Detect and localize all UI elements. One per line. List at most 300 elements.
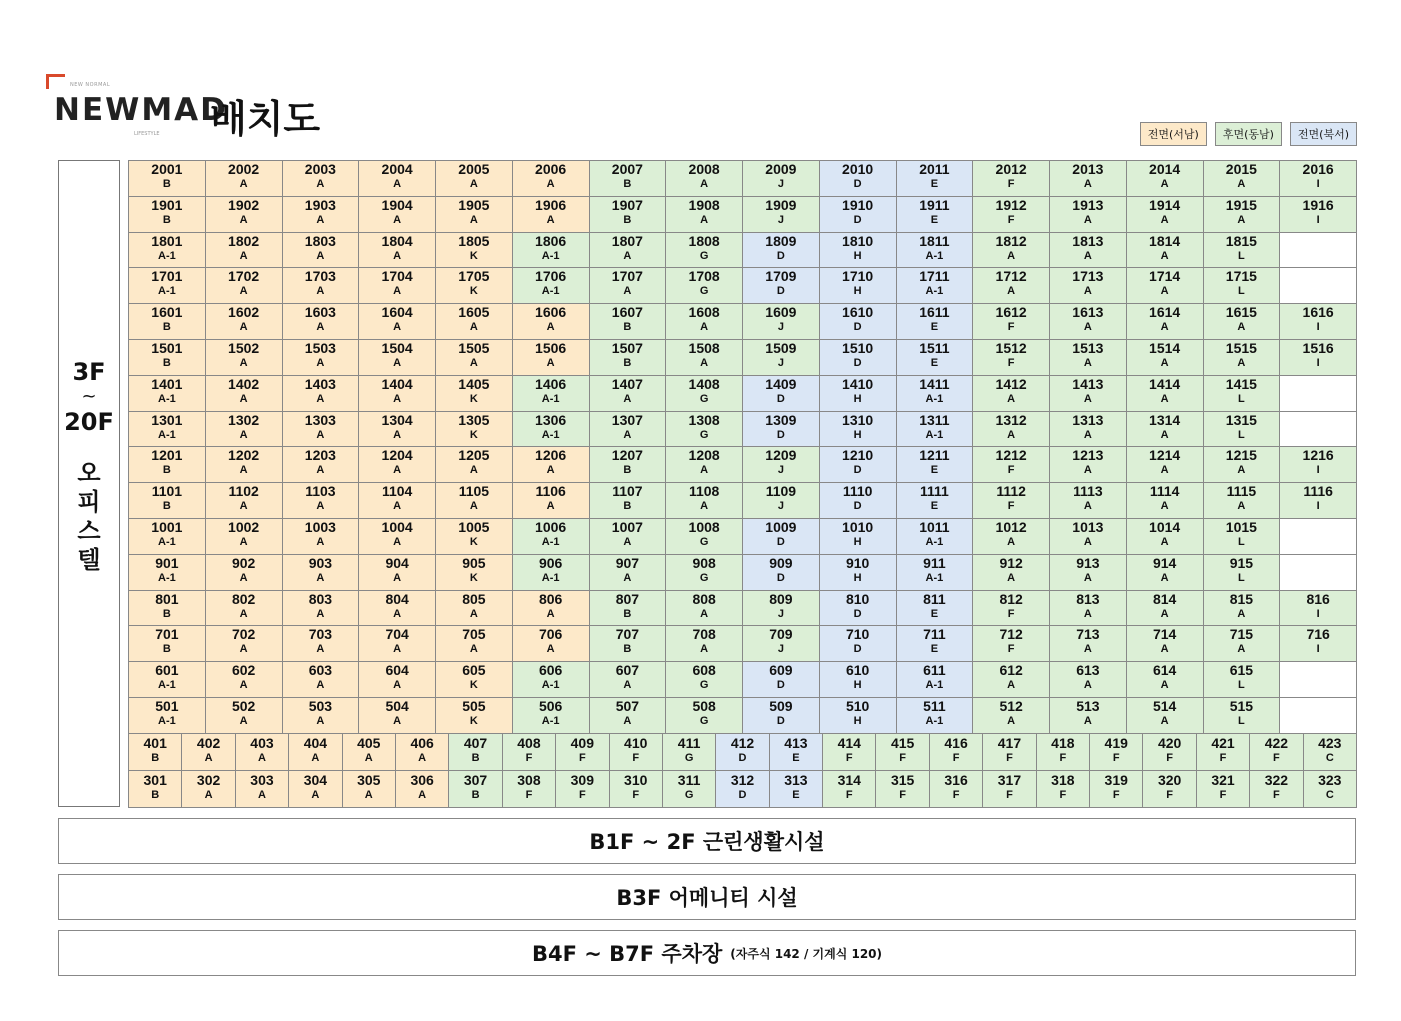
unit-type: A-1 [158,715,176,727]
unit-type: K [469,392,478,405]
unit-cell [205,590,283,627]
unit-number: 1609 [765,304,797,321]
unit-cell [589,160,667,197]
unit-number: 1216 [1302,447,1334,464]
unit-number: 319 [1104,771,1128,788]
unit-cell [282,267,360,304]
unit-type: I [1316,178,1320,190]
unit-number: 801 [155,590,179,607]
unit-type: A [364,788,373,801]
unit-type: A [239,213,248,226]
unit-cell [972,303,1050,340]
unit-cell [972,661,1050,698]
unit-cell [435,590,513,627]
unit-type: F [632,751,640,764]
unit-cell [1126,232,1204,269]
unit-number: 1612 [995,304,1027,321]
unit-type: F [1059,788,1067,801]
unit-number: 608 [692,662,716,679]
unit-cell [358,232,436,269]
unit-cell [1126,303,1204,340]
unit-number: 913 [1076,554,1100,571]
unit-type: A-1 [925,285,944,298]
unit-type: I [1316,607,1320,620]
unit-cell [435,267,513,304]
unit-type: A [393,536,402,548]
unit-number: 1410 [842,375,874,392]
unit-type: A [1083,321,1092,334]
unit-number: 2005 [458,161,490,177]
unit-cell [435,482,513,519]
unit-number: 322 [1264,771,1289,788]
unit-number: 309 [570,771,594,788]
unit-cell [819,661,897,698]
unit-cell [589,697,667,734]
unit-cell [819,160,897,197]
unit-cell [972,446,1050,483]
unit-number: 811 [923,590,946,607]
unit-number: 414 [837,734,861,751]
unit-number: 506 [538,698,563,714]
unit-type: A [700,178,709,190]
unit-number: 1504 [381,340,413,356]
unit-cell [435,518,513,555]
unit-cell [822,770,876,808]
unit-number: 812 [999,590,1023,607]
unit-cell [435,661,513,698]
floor-row [128,661,1356,697]
floor-row [128,232,1356,268]
unit-number: 1004 [381,519,413,535]
unit-type: A [418,788,427,801]
unit-cell [609,770,663,808]
unit-type: I [1316,500,1320,513]
unit-cell [282,160,360,197]
unit-number: 904 [385,554,409,571]
unit-type: F [525,751,533,764]
unit-number: 1005 [458,519,490,535]
unit-type: E [930,464,939,477]
unit-type: H [853,285,862,298]
unit-number: 2001 [151,161,183,177]
unit-type: A [1083,464,1092,477]
unit-number: 1212 [995,447,1027,464]
unit-number: 1914 [1149,196,1181,213]
unit-number: 415 [890,734,915,751]
unit-number: 404 [303,734,328,751]
unit-type: A [546,643,555,656]
unit-cell [665,554,743,591]
unit-number: 409 [570,734,594,751]
unit-type: B [623,500,632,513]
newmad-logo [46,74,228,144]
unit-cell [128,733,182,771]
unit-type: A [623,536,632,548]
empty-cell [1279,375,1357,412]
unit-cell [819,697,897,734]
unit-type: F [845,751,853,764]
unit-type: A [546,500,555,513]
unit-number: 1012 [995,519,1027,535]
unit-cell [665,661,743,698]
unit-type: J [777,357,784,369]
logo-brand: NEWMAD [54,92,228,128]
unit-cell [896,518,974,555]
unit-type: F [1219,788,1227,801]
unit-type: A [546,464,555,477]
unit-type: A-1 [541,715,560,727]
unit-number: 815 [1229,590,1254,607]
unit-number: 421 [1211,734,1235,751]
unit-number: 1209 [765,447,797,464]
unit-cell [1279,446,1357,483]
unit-number: 502 [231,698,256,714]
unit-number: 1409 [765,375,797,392]
unit-number: 311 [677,771,701,788]
unit-type: J [777,643,784,656]
unit-cell [665,303,743,340]
unit-type: A [239,357,248,369]
unit-cell [512,661,590,698]
unit-number: 1709 [765,268,797,285]
unit-cell [589,482,667,519]
unit-type: J [777,213,784,226]
unit-type: A [1160,607,1169,620]
unit-number: 1915 [1225,196,1257,213]
unit-number: 1113 [1073,483,1103,500]
unit-cell [665,590,743,627]
unit-type: L [1238,536,1245,548]
floor-row [128,733,1356,770]
unit-type: G [699,249,709,262]
unit-cell [1203,196,1281,233]
unit-number: 1602 [228,304,260,321]
unit-cell [358,590,436,627]
unit-number: 1513 [1072,340,1104,356]
unit-cell [435,554,513,591]
unit-cell [358,375,436,412]
unit-type: A [316,428,325,441]
unit-type: B [162,213,171,226]
unit-cell [819,518,897,555]
unit-number: 1814 [1149,232,1181,249]
unit-cell [715,770,769,808]
unit-number: 807 [615,590,640,607]
unit-type: A [1007,715,1016,727]
unit-cell [1049,375,1127,412]
unit-type: A [1083,679,1092,692]
parking-floors-bar [58,930,1356,976]
unit-type: A [1237,357,1246,369]
bar-label: B3F 어메니티 시설 [616,886,798,910]
unit-number: 303 [250,771,274,788]
unit-type: A [1083,178,1092,190]
unit-type: A [1237,213,1246,226]
unit-number: 508 [692,698,716,714]
unit-number: 1106 [535,483,566,500]
unit-type: B [623,607,632,620]
unit-type: E [930,607,939,620]
unit-type: D [776,715,785,727]
unit-type: A-1 [541,571,560,584]
unit-cell [435,160,513,197]
floor-row [128,697,1356,733]
unit-cell [665,267,743,304]
floor-row [128,196,1356,232]
unit-type: I [1316,357,1320,369]
unit-type: A [546,213,555,226]
unit-number: 1802 [228,232,260,249]
unit-cell [1049,160,1127,197]
unit-cell [742,160,820,197]
unit-number: 1312 [995,411,1027,428]
unit-cell [1049,339,1127,376]
unit-number: 1309 [765,411,797,428]
unit-number: 418 [1051,734,1075,751]
unit-type: B [162,357,171,369]
unit-number: 1503 [304,340,336,356]
unit-type: A [623,285,632,298]
unit-type: K [469,249,478,262]
empty-cell [1279,697,1357,734]
unit-number: 321 [1211,771,1235,788]
unit-cell [1049,232,1127,269]
unit-number: 1708 [688,268,720,285]
unit-type: A [700,357,709,369]
unit-cell [875,770,929,808]
unit-type: A [1160,428,1169,441]
unit-type: K [469,536,478,548]
unit-type: F [1007,500,1015,513]
unit-type: F [1166,751,1173,764]
unit-number: 417 [997,734,1022,751]
unit-number: 810 [845,590,870,607]
unit-cell [875,733,929,771]
unit-type: A [1160,392,1169,405]
unit-number: 1615 [1225,304,1257,321]
unit-cell [972,625,1050,662]
unit-number: 1101 [151,483,183,500]
unit-type: A [311,751,320,764]
unit-type: A [316,213,325,226]
unit-type: A [1160,679,1169,692]
unit-number: 1616 [1302,304,1334,321]
unit-number: 1011 [919,519,950,535]
unit-cell [1203,554,1281,591]
unit-number: 908 [692,554,716,571]
unit-cell [819,196,897,233]
unit-number: 1402 [228,375,260,392]
unit-number: 903 [308,554,333,571]
unit-number: 1804 [381,232,413,249]
unit-number: 1611 [919,304,950,321]
unit-cell [512,518,590,555]
unit-cell [665,196,743,233]
unit-type: A [1083,249,1092,262]
unit-number: 602 [231,662,256,679]
unit-type: F [845,788,853,801]
unit-type: A [258,751,266,764]
unit-number: 1801 [151,232,183,249]
unit-cell [742,411,820,448]
unit-cell [342,770,396,808]
unit-type: G [699,536,709,548]
unit-cell [358,303,436,340]
unit-cell [1049,411,1127,448]
unit-cell [769,733,823,771]
unit-cell [1049,482,1127,519]
unit-type: A [1160,321,1169,334]
unit-cell [929,733,983,771]
unit-type: A [316,607,325,620]
unit-number: 1115 [1226,483,1257,500]
unit-cell [448,733,502,771]
unit-cell [128,770,182,808]
unit-number: 1812 [995,232,1027,249]
unit-type: J [777,464,784,477]
unit-cell [205,482,283,519]
unit-cell [435,339,513,376]
unit-number: 1506 [535,340,567,356]
unit-cell [896,590,974,627]
unit-number: 1809 [765,232,797,249]
unit-type: F [1007,178,1015,190]
unit-type: A [700,464,709,477]
unit-number: 1413 [1072,375,1104,392]
unit-number: 813 [1076,590,1100,607]
unit-cell [819,625,897,662]
unit-number: 422 [1264,734,1289,751]
unit-type: A [546,357,555,369]
unit-cell [282,518,360,555]
unit-type: A [1083,213,1092,226]
unit-number: 1302 [228,411,260,428]
unit-number: 1205 [458,447,490,464]
unit-number: 1211 [919,447,950,464]
unit-number: 910 [845,554,870,571]
unit-number: 1811 [919,232,950,249]
unit-type: A [700,643,709,656]
unit-cell [742,196,820,233]
unit-number: 1008 [688,519,720,535]
unit-cell [128,661,206,698]
unit-type: A [1083,357,1092,369]
unit-number: 1701 [151,268,183,285]
unit-number: 312 [730,771,755,788]
unit-number: 1807 [611,232,643,249]
unit-number: 606 [538,662,563,679]
unit-cell [896,232,974,269]
unit-type: A-1 [158,392,176,405]
unit-cell [662,770,716,808]
unit-cell [128,446,206,483]
legend-item-east: 후면(동남) [1215,122,1282,146]
unit-type: A [1007,249,1016,262]
unit-type: B [623,213,632,226]
unit-type: D [853,357,862,369]
unit-cell [512,482,590,519]
unit-type: A [316,357,325,369]
unit-cell [1126,518,1204,555]
unit-type: A [1237,464,1246,477]
unit-number: 2004 [381,161,413,177]
unit-type: H [853,249,862,262]
unit-type: F [525,788,533,801]
unit-number: 1303 [304,411,336,428]
unit-type: K [469,679,478,692]
unit-number: 1512 [995,340,1027,356]
unit-cell [1036,733,1090,771]
unit-cell [896,446,974,483]
unit-cell [435,375,513,412]
unit-number: 1710 [842,268,874,285]
unit-cell [448,770,502,808]
unit-number: 407 [463,734,488,751]
unit-cell [742,590,820,627]
unit-cell [395,733,449,771]
unit-cell [769,770,823,808]
unit-type: F [1006,788,1013,801]
unit-number: 609 [769,662,793,679]
unit-type: L [1238,285,1245,298]
unit-number: 802 [231,590,256,607]
unit-number: 412 [730,734,755,751]
unit-number: 308 [517,771,541,788]
unit-type: A [700,321,709,334]
unit-number: 1407 [611,375,643,392]
unit-type: A [1083,715,1092,727]
unit-type: B [162,464,171,477]
unit-type: B [623,643,632,656]
unit-type: F [952,751,960,764]
unit-cell [896,196,974,233]
unit-cell [819,232,897,269]
unit-type: A [316,536,325,548]
unit-number: 1314 [1149,411,1181,428]
unit-type: A [546,178,555,190]
unit-type: A [311,788,320,801]
unit-type: A [239,536,248,548]
unit-number: 1013 [1072,519,1104,535]
unit-number: 401 [143,734,167,751]
unit-type: B [623,357,632,369]
unit-cell [589,375,667,412]
unit-type: F [1007,321,1015,334]
unit-cell [205,697,283,734]
unit-number: 613 [1076,662,1100,679]
unit-type: A [700,607,709,620]
unit-cell [1279,196,1357,233]
unit-cell [896,160,974,197]
unit-type: F [1007,357,1015,369]
unit-cell [181,770,235,808]
unit-number: 1913 [1072,196,1104,213]
unit-type: H [853,428,862,441]
unit-number: 1516 [1302,340,1334,356]
empty-cell [1279,232,1357,269]
unit-type: B [623,464,632,477]
unit-type: I [1316,213,1320,226]
unit-type: A [1007,536,1016,548]
unit-number: 1301 [151,411,183,428]
unit-type: A [1083,392,1092,405]
unit-cell [128,697,206,734]
unit-cell [235,733,289,771]
unit-type: G [699,392,709,405]
unit-cell [1279,482,1357,519]
unit-number: 1502 [228,340,260,356]
unit-cell [358,661,436,698]
